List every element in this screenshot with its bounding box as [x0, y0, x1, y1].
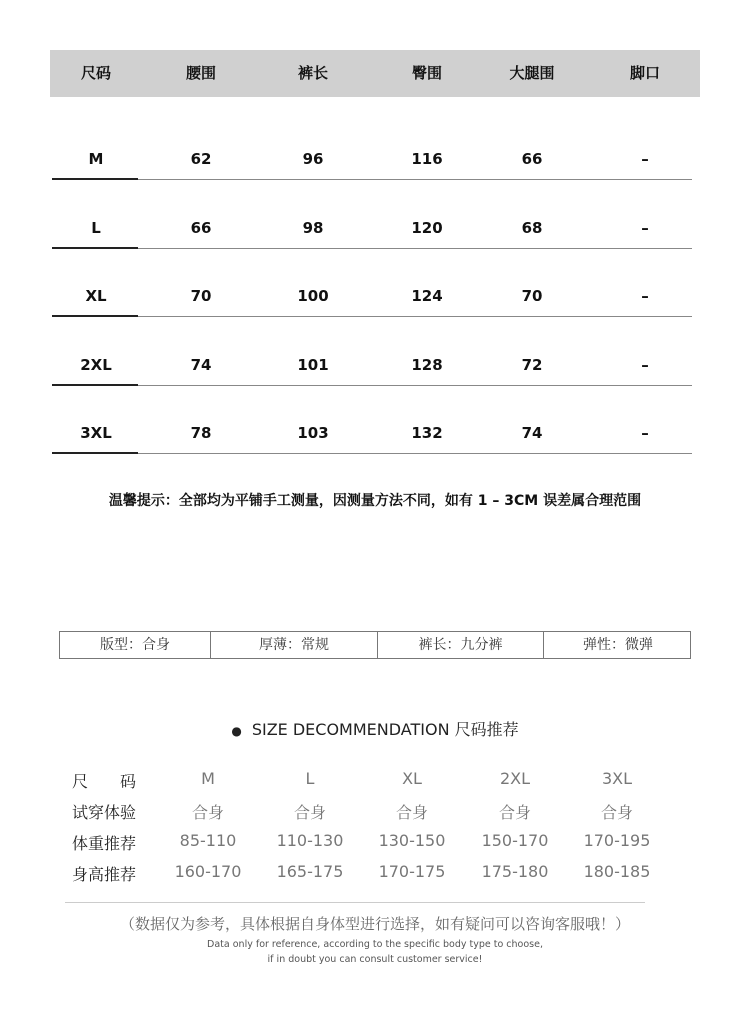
table-cell: 98	[302, 219, 324, 237]
attribute-fit: 版型：合身	[60, 632, 211, 658]
header-cell: 裤长	[297, 64, 328, 82]
table-cell: 68	[521, 219, 543, 237]
row-divider	[138, 248, 692, 249]
recommendation-title	[0, 717, 750, 740]
row-divider	[52, 178, 138, 180]
table-cell: 101	[297, 356, 329, 374]
header-cell: 臀围	[411, 64, 442, 82]
recommendation-cell: 165-175	[276, 862, 344, 881]
size-label: L	[91, 219, 101, 237]
header-cell: 脚口	[629, 64, 660, 82]
recommendation-cell: 150-170	[481, 831, 549, 850]
recommendation-cell: 175-180	[481, 862, 549, 881]
attributes-bar	[59, 631, 691, 659]
recommendation-row-label: 试穿体验	[72, 803, 137, 822]
footer-note-en-1: Data only for reference, according to the specific body type to choose,	[207, 939, 543, 950]
recommendation-cell: 合身	[395, 803, 428, 822]
recommendation-row-label: 身高推荐	[72, 865, 137, 884]
table-cell: –	[641, 424, 649, 442]
recommendation-cell: 130-150	[378, 831, 446, 850]
row-divider	[52, 384, 138, 386]
recommendation-row-label: 体重推荐	[72, 834, 137, 853]
recommendation-cell: 3XL	[601, 769, 633, 788]
row-divider	[138, 385, 692, 386]
table-cell: 66	[190, 219, 212, 237]
table-cell: 74	[190, 356, 212, 374]
table-cell: 74	[521, 424, 543, 442]
header-cell: 腰围	[185, 64, 216, 82]
recommendation-cell: M	[201, 769, 215, 788]
table-cell: 72	[521, 356, 543, 374]
recommendation-cell: 110-130	[276, 831, 344, 850]
row-divider	[52, 247, 138, 249]
table-cell: 120	[411, 219, 443, 237]
table-cell: 116	[411, 150, 443, 168]
recommendation-cell: XL	[402, 769, 422, 788]
footer-note-en-2: if in doubt you can consult customer service!	[267, 954, 483, 965]
table-cell: 100	[297, 287, 329, 305]
table-cell: 70	[521, 287, 543, 305]
size-label: 3XL	[80, 424, 112, 442]
table-cell: –	[641, 287, 649, 305]
table-cell: –	[641, 356, 649, 374]
recommendation-cell: 合身	[191, 803, 224, 822]
bullet-icon: ●	[231, 724, 242, 738]
table-cell: 66	[521, 150, 543, 168]
recommendation-cell: 180-185	[583, 862, 651, 881]
size-label: 2XL	[80, 356, 112, 374]
table-cell: –	[641, 150, 649, 168]
row-divider	[52, 315, 138, 317]
table-cell: 70	[190, 287, 212, 305]
row-divider	[138, 179, 692, 180]
attribute-length: 裤长：九分裤	[378, 632, 544, 658]
measurement-tip: 温馨提示：全部均为平铺手工测量，因测量方法不同，如有 1 – 3CM 误差属合理范围	[108, 493, 642, 509]
recommendation-cell: 85-110	[179, 831, 237, 850]
recommendation-row-label: 尺 码	[72, 772, 137, 791]
row-divider	[138, 453, 692, 454]
recommendation-cell: 170-195	[583, 831, 651, 850]
table-cell: –	[641, 219, 649, 237]
recommendation-cell: 160-170	[174, 862, 242, 881]
table-cell: 124	[411, 287, 443, 305]
table-cell: 96	[302, 150, 324, 168]
recommendation-cell: 合身	[600, 803, 633, 822]
footer-note-cn: （数据仅为参考，具体根据自身体型进行选择，如有疑问可以咨询客服哦！）	[119, 915, 630, 933]
table-cell: 128	[411, 356, 443, 374]
recommendation-cell: 合身	[498, 803, 531, 822]
recommendation-cell: L	[305, 769, 315, 788]
divider	[65, 902, 645, 903]
attribute-thickness: 厚薄：常规	[211, 632, 378, 658]
recommendation-cell: 170-175	[378, 862, 446, 881]
header-cell: 尺码	[80, 64, 111, 82]
recommendation-cell: 2XL	[499, 769, 531, 788]
table-cell: 132	[411, 424, 443, 442]
row-divider	[52, 452, 138, 454]
size-label: XL	[85, 287, 107, 305]
recommendation-title-text: SIZE DECOMMENDATION 尺码推荐	[251, 720, 519, 739]
table-cell: 78	[190, 424, 212, 442]
recommendation-cell: 合身	[293, 803, 326, 822]
attribute-elasticity: 弹性：微弹	[583, 637, 653, 653]
size-label: M	[88, 150, 104, 168]
table-cell: 62	[190, 150, 212, 168]
row-divider	[138, 316, 692, 317]
table-cell: 103	[297, 424, 329, 442]
header-cell: 大腿围	[509, 64, 555, 82]
